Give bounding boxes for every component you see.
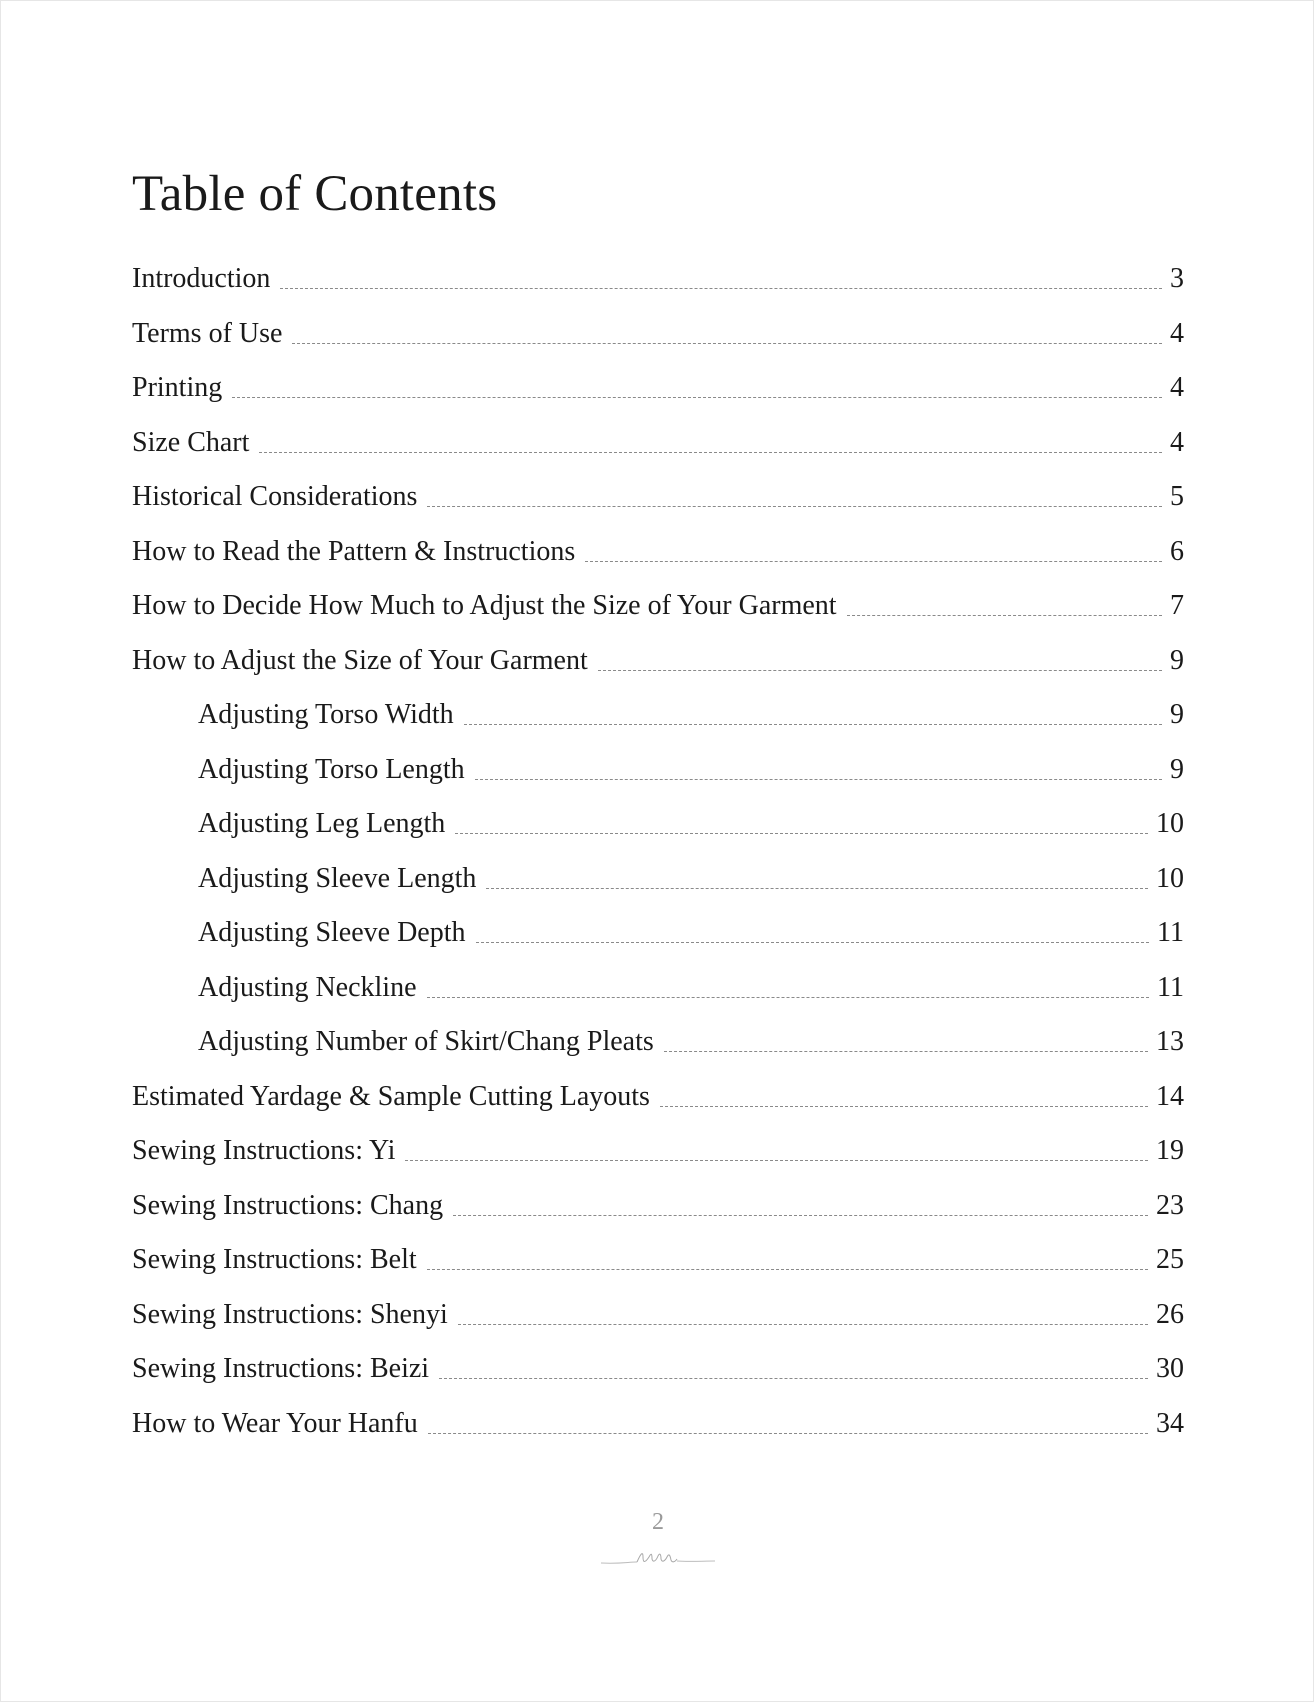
page-number: 2 [652,1509,664,1535]
toc-entry-label: Sewing Instructions: Beizi [132,1353,430,1384]
toc-dot-leader [427,1242,1148,1270]
toc-entry[interactable] [132,806,1184,861]
toc-dot-leader [476,915,1150,943]
toc-dot-leader [427,970,1150,998]
toc-entry-page-number: 7 [1170,590,1184,621]
toc-dot-leader [405,1133,1148,1161]
toc-entry[interactable] [132,1024,1184,1079]
toc-dot-leader [475,752,1162,780]
toc-dot-leader [664,1024,1148,1052]
toc-entry-page-number: 19 [1156,1135,1184,1166]
toc-entry[interactable] [132,643,1184,698]
toc-entry-label: Printing [132,372,223,403]
toc-entry[interactable] [132,316,1184,371]
toc-dot-leader [458,1297,1148,1325]
toc-entry-page-number: 25 [1156,1244,1184,1275]
toc-entry-page-number: 26 [1156,1298,1184,1330]
toc-dot-leader [455,806,1148,834]
toc-entry[interactable] [132,1079,1184,1134]
toc-entry-page-number: 11 [1157,971,1184,1003]
toc-entry-page-number: 10 [1156,862,1184,894]
toc-entry-label: Sewing Instructions: Shenyi [132,1298,448,1330]
toc-entry-label: Adjusting Number of Skirt/Chang Pleats [198,1026,654,1057]
toc-entry-label: Adjusting Sleeve Depth [198,917,466,948]
toc-entry[interactable] [132,1406,1184,1461]
toc-entry-label: Adjusting Torso Length [198,753,465,785]
toc-entry-label: How to Wear Your Hanfu [132,1407,418,1439]
toc-entry-label: Estimated Yardage & Sample Cutting Layouts [132,1080,650,1112]
toc-dot-leader [232,370,1162,398]
toc-entry-label: Adjusting Neckline [198,971,417,1003]
toc-entry[interactable] [132,915,1184,970]
toc-entry-label: Historical Considerations [132,481,418,512]
toc-dot-leader [847,588,1162,616]
toc-entry[interactable] [132,697,1184,752]
toc-entry-page-number: 9 [1170,644,1184,676]
toc-dot-leader [464,697,1162,725]
toc-dot-leader [427,479,1162,507]
toc-entry-page-number: 4 [1170,372,1184,403]
toc-entry[interactable] [132,370,1184,425]
toc-dot-leader [259,425,1162,453]
toc-entry-page-number: 4 [1170,317,1184,349]
toc-entry-label: Introduction [132,263,271,294]
toc-entry[interactable] [132,588,1184,643]
toc-entry-page-number: 10 [1156,808,1184,839]
toc-entry[interactable] [132,1351,1184,1406]
toc-entry-page-number: 13 [1156,1026,1184,1057]
page-title: Table of Contents [132,166,498,222]
toc-entry-page-number: 6 [1170,535,1184,567]
toc-entry-page-number: 9 [1170,699,1184,730]
toc-entry-label: Adjusting Torso Width [198,699,454,730]
toc-entry[interactable] [132,752,1184,807]
toc-dot-leader [292,316,1162,344]
toc-entry-page-number: 30 [1156,1353,1184,1384]
toc-entry-label: Adjusting Leg Length [198,808,446,839]
toc-entry-label: Sewing Instructions: Yi [132,1135,396,1166]
toc-entry-label: Adjusting Sleeve Length [198,862,477,894]
toc-entry-page-number: 11 [1157,917,1184,948]
toc-entry-page-number: 3 [1170,263,1184,294]
table-of-contents [132,261,1184,1460]
toc-entry[interactable] [132,425,1184,480]
toc-entry[interactable] [132,534,1184,589]
toc-entry-label: How to Read the Pattern & Instructions [132,535,576,567]
toc-dot-leader [453,1188,1148,1216]
toc-entry[interactable] [132,261,1184,316]
toc-entry-page-number: 9 [1170,753,1184,785]
toc-entry-page-number: 23 [1156,1189,1184,1221]
toc-entry[interactable] [132,970,1184,1025]
toc-dot-leader [486,861,1148,889]
toc-dot-leader [280,261,1162,289]
toc-entry-label: How to Decide How Much to Adjust the Size of Your Garment [132,590,837,621]
toc-entry[interactable] [132,861,1184,916]
toc-entry-label: Sewing Instructions: Chang [132,1189,444,1221]
toc-entry-label: Sewing Instructions: Belt [132,1244,417,1275]
toc-entry[interactable] [132,1242,1184,1297]
toc-dot-leader [439,1351,1148,1379]
toc-entry-page-number: 5 [1170,481,1184,512]
toc-entry-page-number: 14 [1156,1080,1184,1112]
toc-entry-label: Terms of Use [132,317,283,349]
signature-logo [599,1547,717,1569]
toc-dot-leader [428,1406,1148,1434]
toc-entry-label: How to Adjust the Size of Your Garment [132,644,588,676]
toc-entry[interactable] [132,1297,1184,1352]
toc-entry[interactable] [132,1133,1184,1188]
toc-entry-label: Size Chart [132,426,250,458]
toc-entry[interactable] [132,1188,1184,1243]
toc-dot-leader [585,534,1162,562]
toc-entry-page-number: 34 [1156,1407,1184,1439]
toc-dot-leader [598,643,1162,671]
toc-dot-leader [660,1079,1148,1107]
toc-entry-page-number: 4 [1170,426,1184,458]
toc-entry[interactable] [132,479,1184,534]
